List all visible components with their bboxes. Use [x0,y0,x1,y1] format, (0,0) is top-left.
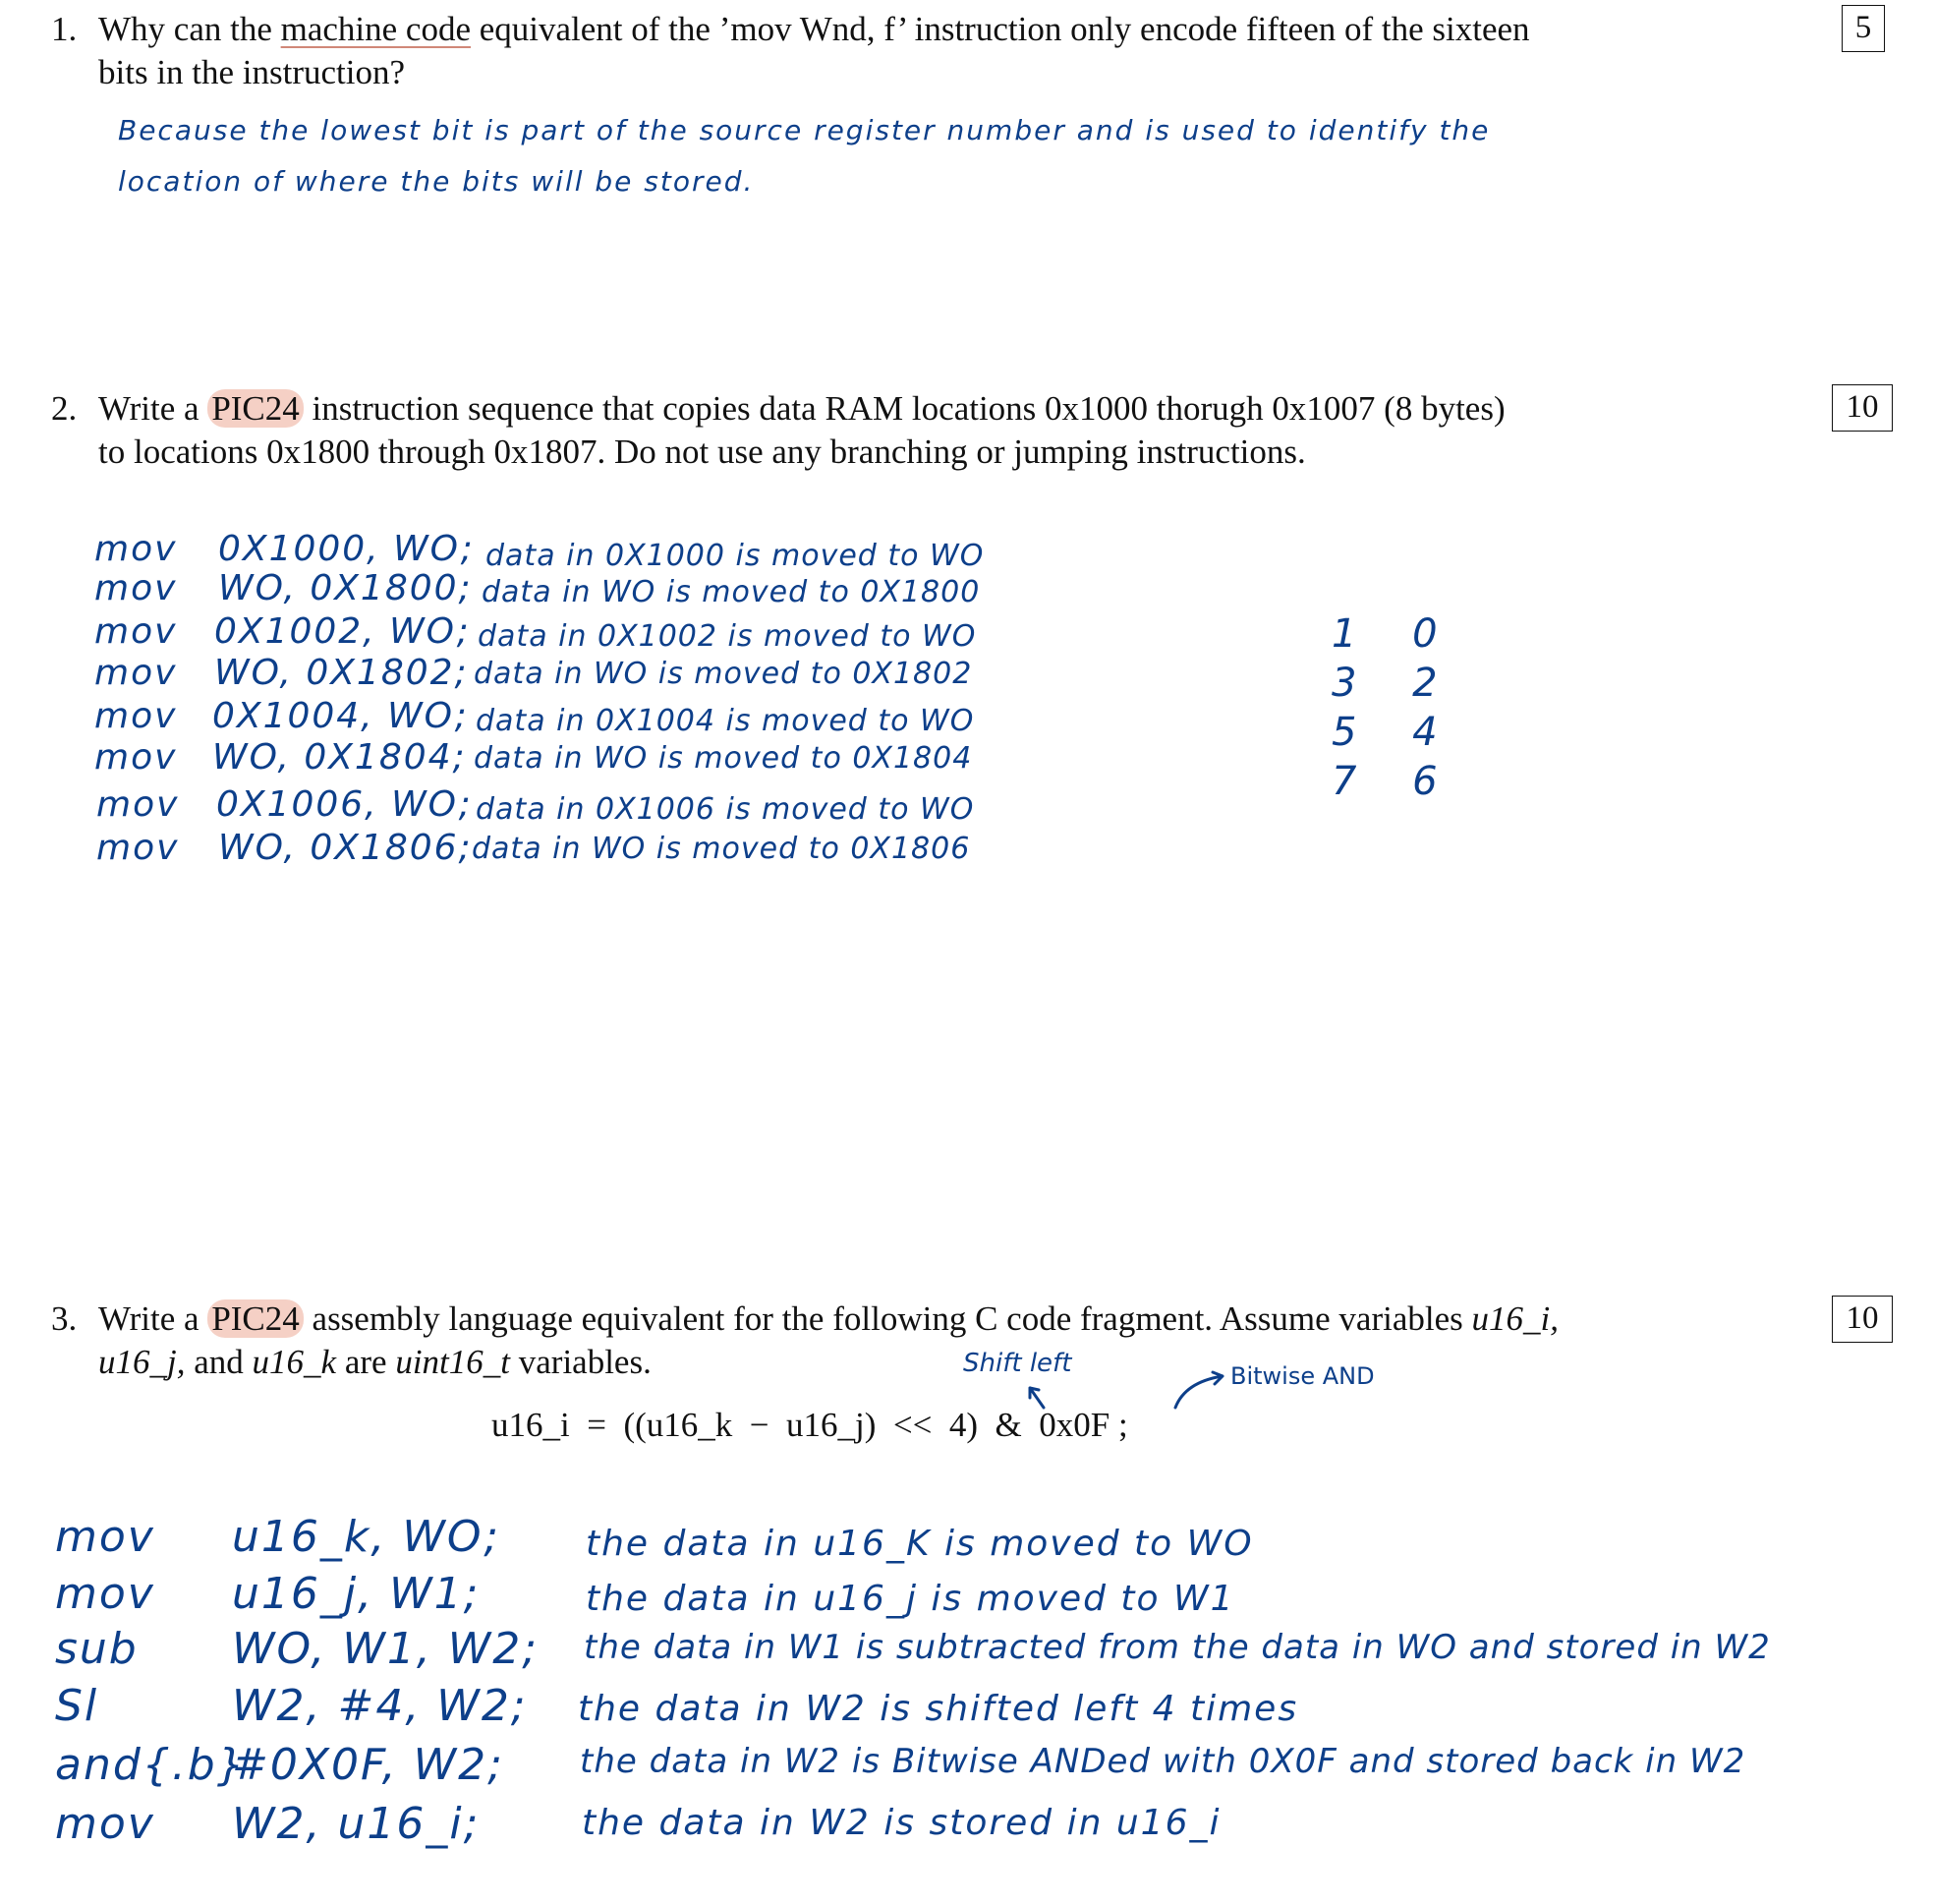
answer-line1: Because the lowest bit is part of the source register number and is used to identify the [118,114,1491,146]
question-text-line2: to locations 0x1800 through 0x1807. Do not use any branching or jumping instructions. [98,433,1306,471]
code-comment: data in WO is moved to 0X1804 [474,741,973,776]
variable-name: u16_i, [1471,1299,1559,1338]
code-comment: the data in u16_j is moved to W1 [586,1579,1235,1619]
points-box: 10 [1832,384,1893,432]
code-args: WO, 0X1806; [218,828,473,868]
code-op: mov [94,696,178,736]
code-args: 0X1004, WO; [212,696,469,736]
code-comment: data in 0X1006 is moved to WO [476,792,975,827]
shift-arrow-icon [1022,1382,1052,1412]
code-op: mov [96,784,180,825]
code-op: mov [94,529,178,569]
text-segment: and [185,1343,253,1381]
code-op: mov [55,1569,155,1619]
code-args: 0X1000, WO; [218,529,475,569]
points-box: 10 [1832,1296,1893,1343]
code-args: 0X1002, WO; [214,611,471,652]
question-number: 3. [51,1299,78,1338]
question-text-line2 [98,1341,1769,1384]
note-shift-left: Shift left [963,1349,1072,1378]
code-args: WO, 0X1804; [212,737,467,778]
highlighted-term: PIC24 [207,389,303,428]
code-comment: the data in u16_K is moved to WO [586,1524,1254,1564]
c-expression: u16_i = ((u16_k − u16_j) << 4) & 0x0F ; [491,1406,1128,1444]
code-comment: the data in W2 is Bitwise ANDed with 0X0F and stored back in W2 [580,1742,1746,1781]
note-bitwise-and: Bitwise AND [1230,1362,1375,1390]
code-args: WO, 0X1800; [218,568,473,608]
code-comment: data in 0X1002 is moved to WO [478,619,977,654]
text-segment: variables. [510,1343,652,1381]
and-arrow-icon [1171,1366,1230,1412]
text-segment: Why can the [98,10,281,48]
code-comment: data in WO is moved to 0X1802 [474,657,973,691]
variable-name: u16_k [252,1343,337,1381]
text-segment: Write a [98,389,208,428]
question-text-line1 [98,1298,1769,1341]
code-args: W2, u16_i; [232,1799,481,1849]
code-comment: the data in W2 is stored in u16_i [582,1803,1222,1843]
code-comment: the data in W2 is shifted left 4 times [578,1689,1299,1729]
answer-line2: location of where the bits will be stored. [118,165,755,198]
text-segment: are [336,1343,396,1381]
code-op: mov [94,737,178,778]
code-comment: data in WO is moved to 0X1806 [472,832,971,866]
byte-map-row: 5 4 [1332,710,1459,755]
byte-map-row: 3 2 [1332,661,1459,706]
text-segment: equivalent of the ’mov Wnd, f’ instruction only encode fifteen of the sixteen [471,10,1530,48]
question-text-line1 [98,387,1769,431]
byte-map-row: 1 0 [1332,611,1459,657]
highlighted-term: PIC24 [207,1299,303,1338]
code-comment: data in 0X1000 is moved to WO [485,539,985,573]
type-name: uint16_t [395,1343,510,1381]
byte-map-row: 7 6 [1332,759,1459,804]
code-op: mov [96,828,180,868]
code-comment: data in WO is moved to 0X1800 [482,575,981,609]
text-segment: assembly language equivalent for the following C code fragment. Assume variables [303,1299,1472,1338]
code-args: W2, #4, W2; [232,1681,528,1731]
code-args: u16_j, W1; [232,1569,481,1619]
code-op: mov [55,1799,155,1849]
question-number: 2. [51,389,78,428]
code-op: and{.b} [55,1740,247,1790]
code-comment: data in 0X1004 is moved to WO [476,704,975,738]
code-args: 0X1006, WO; [216,784,473,825]
text-segment: Write a [98,1299,208,1338]
code-op: mov [94,611,178,652]
code-op: mov [94,653,178,693]
question-text-line1 [98,8,1769,51]
text-segment: instruction sequence that copies data RAM locations 0x1000 thorugh 0x1007 (8 bytes) [303,389,1506,428]
points-box: 5 [1842,5,1885,52]
variable-name: u16_j, [98,1343,186,1381]
code-op: mov [94,568,178,608]
code-op: mov [55,1512,155,1562]
question-number: 1. [51,10,78,48]
code-args: WO, W1, W2; [232,1624,540,1674]
code-op: Sl [55,1681,99,1731]
underlined-term: machine code [280,10,471,48]
code-args: WO, 0X1802; [214,653,469,693]
question-text-line2: bits in the instruction? [98,53,406,91]
code-args: u16_k, WO; [232,1512,501,1562]
code-op: sub [55,1624,139,1674]
code-args: #0X0F, W2; [232,1740,504,1790]
code-comment: the data in W1 is subtracted from the data in WO and stored in W2 [584,1628,1771,1667]
